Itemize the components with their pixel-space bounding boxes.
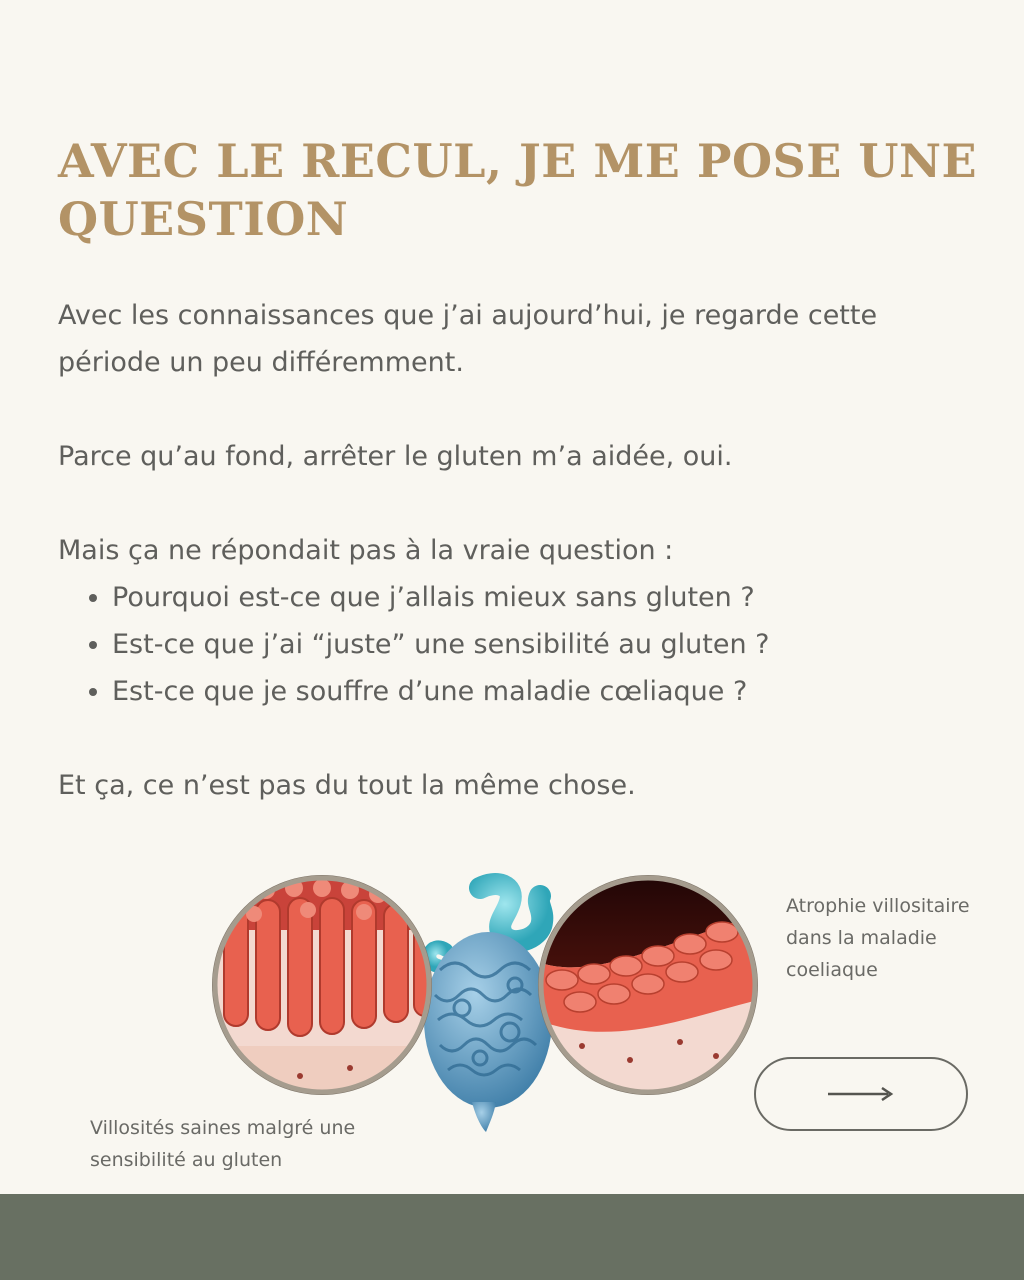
intestine-icon <box>424 884 552 1132</box>
question-list <box>58 574 958 715</box>
paragraph-real-question: Mais ça ne répondait pas à la vraie question : <box>58 535 674 566</box>
question-item: • Est-ce que j’ai “juste” une sensibilité au gluten ? <box>112 621 958 668</box>
question-item: • Pourquoi est-ce que j’allais mieux sans gluten ? <box>112 574 958 621</box>
atrophied-villi-icon <box>538 870 768 1100</box>
next-button[interactable] <box>754 1057 968 1131</box>
intestine-villi-illustration <box>210 870 775 1140</box>
arrow-right-icon <box>828 1087 894 1101</box>
body-text <box>58 292 958 809</box>
footer-band <box>0 1194 1024 1280</box>
healthy-villi-icon <box>210 870 440 1106</box>
paragraph-not-same: Et ça, ce n’est pas du tout la même chose. <box>58 770 636 801</box>
caption-healthy-villi: Villosités saines malgré une sensibilité au gluten <box>90 1117 356 1171</box>
page-title: AVEC LE RECUL, JE ME POSE UNE QUESTION <box>58 134 978 246</box>
paragraph-knowledge: Avec les connaissances que j’ai aujourd’hui, je regarde cette période un peu différemment. <box>58 300 878 378</box>
question-item: • Est-ce que je souffre d’une maladie cœliaque ? <box>112 668 958 715</box>
paragraph-gluten-helped: Parce qu’au fond, arrêter le gluten m’a aidée, oui. <box>58 441 733 472</box>
caption-atrophy: Atrophie villositaire dans la maladie coeliaque <box>786 895 970 981</box>
